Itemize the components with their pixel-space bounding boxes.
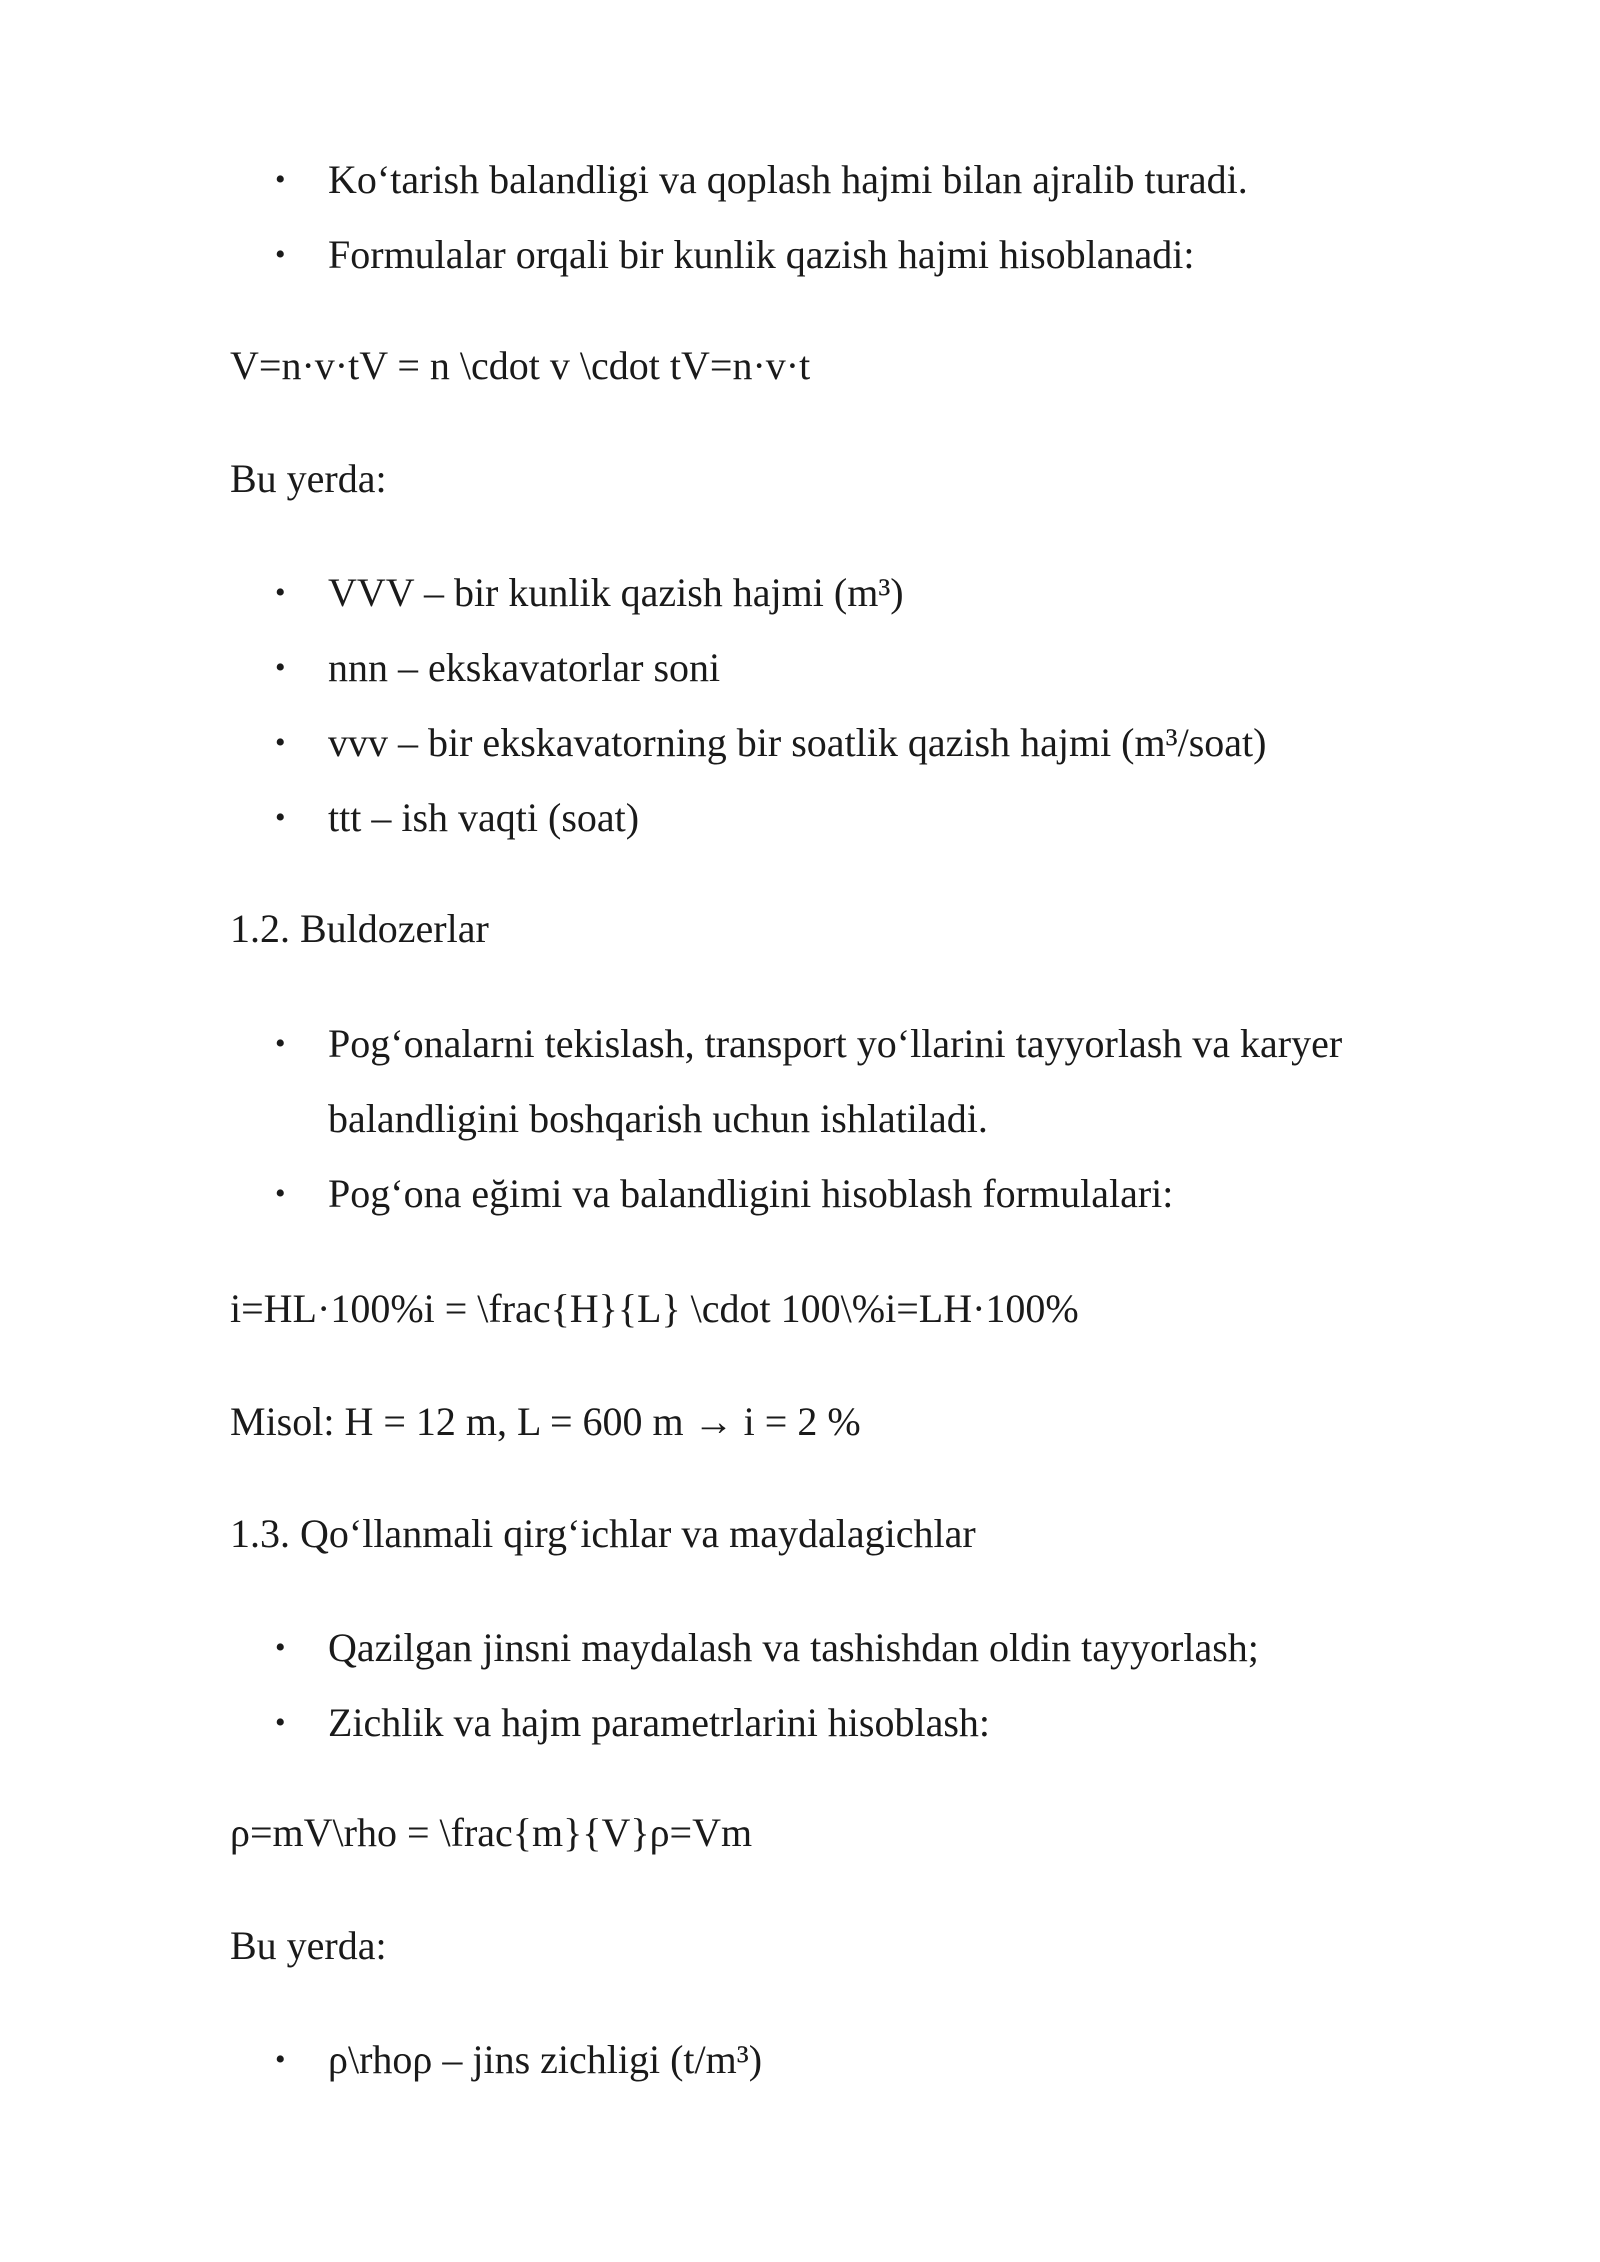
list-item: • vvv – bir ekskavatorning bir soatlik qazish hajmi (m³/soat) <box>0 705 1440 780</box>
list-item: • Ko‘tarish balandligi va qoplash hajmi bilan ajralib turadi. <box>0 142 1440 217</box>
section-heading-bulldozers: 1.2. Buldozerlar <box>230 906 489 951</box>
list-item: • ρ\rhoρ – jins zichligi (t/m³) <box>0 2022 1440 2097</box>
list-item: • Qazilgan jinsni maydalash va tashishdan oldin tayyorlash; <box>0 1610 1440 1685</box>
example-text: Misol: H = 12 m, L = 600 m → i = 2 % <box>230 1399 861 1444</box>
where-label: Bu yerda: <box>230 1923 387 1968</box>
bullet-list-variables <box>0 555 1440 855</box>
formula-density: ρ=mV\rho = \frac{m}{V}ρ=Vm <box>230 1810 753 1855</box>
list-item: • Formulalar orqali bir kunlik qazish hajmi hisoblanadi: <box>0 217 1440 292</box>
section-heading-scrapers: 1.3. Qo‘llanmali qirg‘ichlar va maydalagichlar <box>230 1511 976 1556</box>
formula-daily-volume: V=n·v·tV = n \cdot v \cdot tV=n·v·t <box>230 343 811 388</box>
bullet-list-scrapers <box>0 1610 1440 1760</box>
list-item: • Pog‘ona eğimi va balandligini hisoblash formulalari: <box>0 1156 1440 1231</box>
where-label: Bu yerda: <box>230 456 387 501</box>
list-item: • Zichlik va hajm parametrlarini hisoblash: <box>0 1685 1440 1760</box>
list-item: • VVV – bir kunlik qazish hajmi (m³) <box>0 555 1440 630</box>
bullet-list-density-variables <box>0 2022 1440 2097</box>
list-item: • ttt – ish vaqti (soat) <box>0 780 1440 855</box>
formula-slope: i=HL·100%i = \frac{H}{L} \cdot 100\%i=LH·100% <box>230 1286 1079 1331</box>
list-item: • nnn – ekskavatorlar soni <box>0 630 1440 705</box>
bullet-list-excavator-features <box>0 142 1440 292</box>
list-item: • Pog‘onalarni tekislash, transport yo‘llarini tayyorlash va karyer balandligini boshqarish uchun ishlatiladi. <box>0 1006 1440 1156</box>
bullet-list-bulldozers <box>0 1006 1440 1231</box>
